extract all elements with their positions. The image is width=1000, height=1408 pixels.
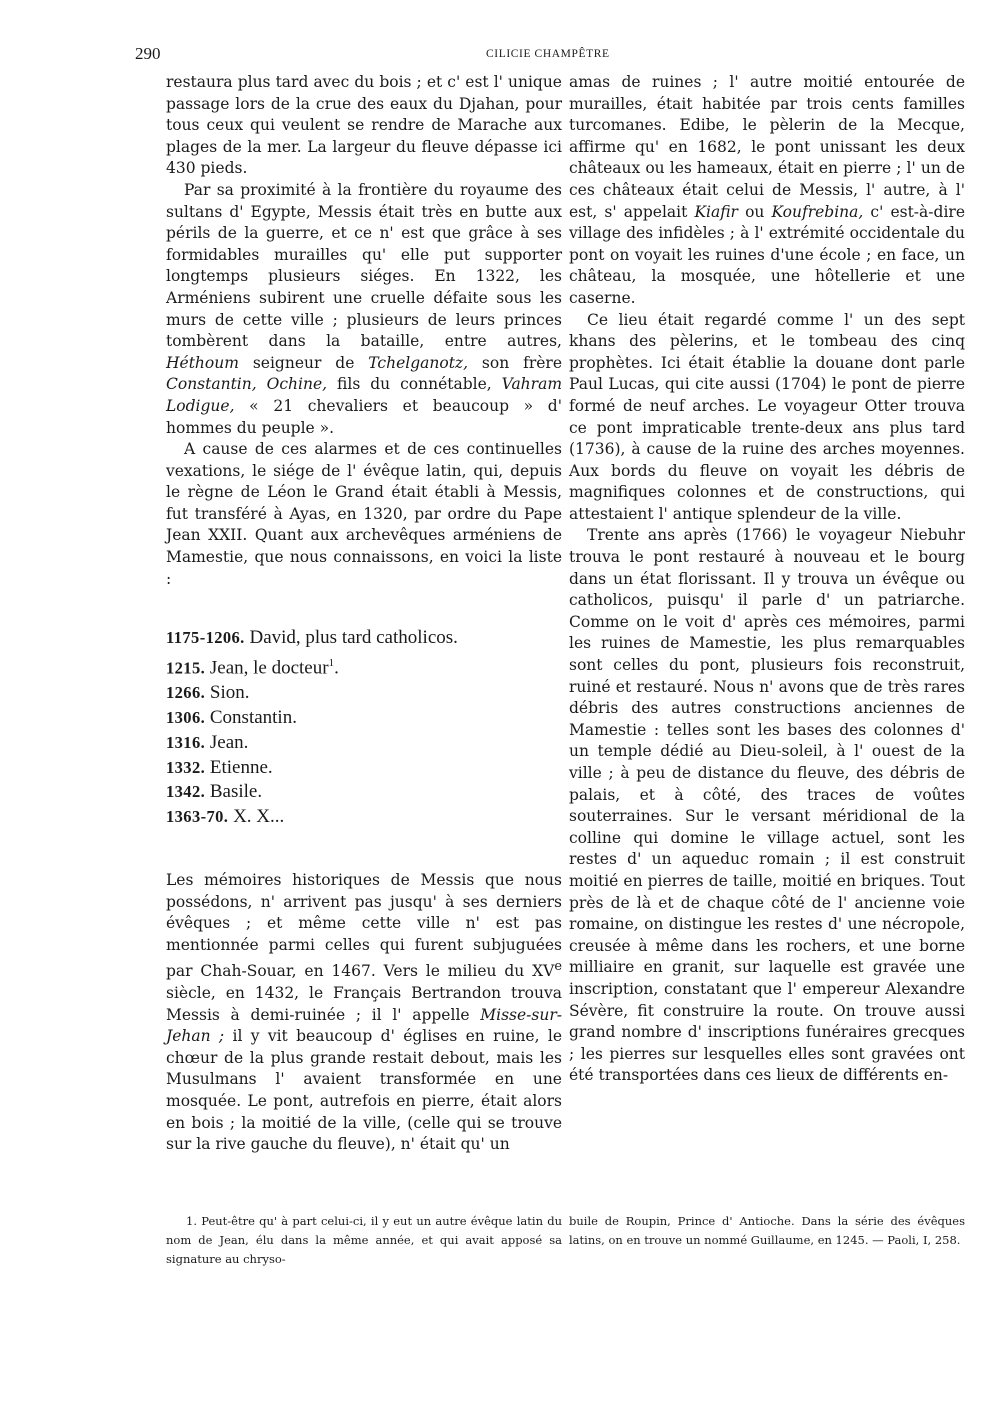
- list-item: 1175-1206. David, plus tard catholicos.: [166, 627, 458, 649]
- list-item: 1266. Sion.: [166, 682, 250, 704]
- list-item: 1316. Jean.: [166, 731, 249, 753]
- paragraph: Les mémoires historiques de Messis que nous possédons, n' arrivent pas jusqu' à ses derniers évêques ; et même cette ville n' est pas mentionnée parmi celles qui furent subjuguées par Chah-Souar, en 1467. Vers le milieu du XVe siècle, en 1432, le Français Bertrandon trouva Messis à demi-ruinée ; il l' appelle Misse-sur-Jehan ; il y vit beaucoup d' églises en ruine, le chœur de la plus grande restait debout, mais les Musulmans l' avaient transformée en une mosquée. Le pont, autrefois en pierre, était alors en bois ; la moitié de la ville, (celle qui se trouve sur la rive gauche du fleuve), n' était qu' un: [166, 870, 562, 1154]
- list-item: 1332. Etienne.: [166, 756, 273, 778]
- paragraph: restaura plus tard avec du bois ; et c' est l' unique passage lors de la crue des eaux du Djahan, pour tous ceux qui veulent se rendre de Marache aux plages de la mer. La largeur du fleuve dépasse ici 430 pieds.: [166, 73, 562, 178]
- list-item: 1342. Basile.: [166, 781, 263, 803]
- page-header: [135, 44, 965, 68]
- paragraph: Par sa proximité à la frontière du royaume des sultans d' Egypte, Messis était très en butte aux périls de la guerre, et ce n' est que grâce à ses formidables murailles qu' elle put supporter longtemps plusieurs siéges. En 1322, les Arméniens subirent une cruelle défaite sous les murs de cette ville ; plusieurs de leurs princes tombèrent dans la bataille, entre autres, Héthoum seigneur de Tchelganotz, son frère Constantin, Ochine, fils du connétable, Vahram Lodigue, « 21 chevaliers et beaucoup » d' hommes du peuple ».: [166, 180, 563, 437]
- left-column: [166, 72, 562, 1156]
- page-number: 290: [135, 44, 161, 63]
- footnote: 1. Peut-être qu' à part celui-ci, il y eut un autre évêque latin du nom de Jean, élu dans la même année, et qui avait apposé sa signature au chryso-: [166, 1214, 562, 1266]
- paragraph: Ce lieu était regardé comme l' un des sept khans des pèlerins, et le tombeau des cinq prophètes. Ici était établie la douane dont parle Paul Lucas, qui cite aussi (1704) le pont de pierre formé de neuf arches. Le voyageur Otter trouva ce pont impraticable trente-deux ans plus tard (1736), à cause de la ruine des arches moyennes. Aux bords du fleuve on voyait les débris de magnifiques colonnes et de constructions, qui attestaient l' antique splendeur de la ville.: [569, 310, 965, 523]
- footnote-ref: 1: [328, 657, 335, 670]
- list-item: 1363-70. X. X...: [166, 806, 285, 828]
- footnote: buile de Roupin, Prince d' Antioche. Dans la série des évêques latins, on en trouve un nommé Guillaume, en 1245. — Paoli, I, 258.: [569, 1214, 965, 1247]
- paragraph: Trente ans après (1766) le voyageur Niebuhr trouva le pont restauré à nouveau et le bourg dans un état florissant. Il y trouva un évêque ou catholicos, puisqu' il parle d' un patriarche. Comme on le voit d' après ces mémoires, parmi les ruines de Mamestie, les plus remarquables sont celles du pont, plusieurs fois reconstruit, ruiné et restauré. Nous n' avons que de très rares débris des autres constructions anciennes de Mamestie : telles sont les bases des colonnes d' un temple dédié au Dieu-soleil, à l' ouest de la ville ; à peu de distance du fleuve, des débris de palais, et à côté, des traces de voûtes souterraines. Sur le versant méridional de la colline qui domine le village actuel, sont les restes d' un aqueduc romain ; il est construit moitié en pierres de taille, moitié en briques. Tout près de là et de chaque côté de l' ancienne voie romaine, on distingue les restes d' une nécropole, creusée à même dans les rochers, et une borne milliaire en granit, sur laquelle est gravée une inscription, constatant que l' empereur Alexandre Sévère, fit construire la route. On trouve aussi grand nombre d' inscriptions funéraires grecques ; les pierres sur lesquelles elles sont gravées ont été transportées dans ces lieux de différents en-: [569, 526, 965, 1085]
- list-item: 1306. Constantin.: [166, 706, 297, 728]
- paragraph: A cause de ces alarmes et de ces continuelles vexations, le siége de l' évêque latin, qui, depuis le règne de Léon le Grand était établi à Messis, fut transféré à Ayas, en 1320, par ordre du Pape Jean XXII. Quant aux archevêques arméniens de Mamestie, que nous connaissons, en voici la liste :: [166, 440, 562, 588]
- list-item: 1215. Jean, le docteur$^1$.: [166, 657, 339, 679]
- paragraph: amas de ruines ; l' autre moitié entourée de murailles, était habitée par trois cents familles turcomanes. Edibe, le pèlerin de la Mecque, affirme qu' en 1682, le pont unissant les deux châteaux ou les hameaux, était en pierre ; l' un de ces châteaux était celui de Messis, l' autre, à l' est, s' appelait Kiafir ou Koufrebina, c' est-à-dire village des infidèles ; à l' extrémité occidentale du pont on voyait les ruines d'une école ; en face, un château, la mosquée, une hôtellerie et une caserne.: [569, 73, 965, 307]
- running-title: CILICIE CHAMPÊTRE: [486, 48, 610, 60]
- bishop-list: [166, 626, 562, 830]
- right-column: [569, 72, 965, 1087]
